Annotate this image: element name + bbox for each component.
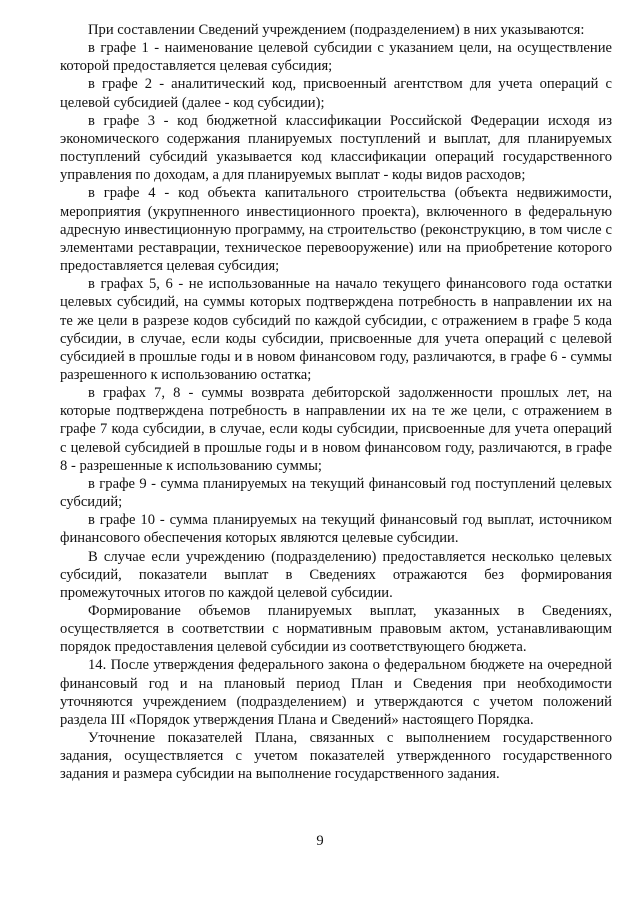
paragraph-column-1: в графе 1 - наименование целевой субсидии с указанием цели, на осуществление которой предоставляется целевая субсидия; <box>60 40 612 75</box>
page-number: 9 <box>316 833 324 849</box>
paragraph-column-4: в графе 4 - код объекта капитального строительства (объекта недвижимости, мероприятия (укрупненного инвестиционного проекта), включенного в федеральную адресную инвестиционную программу, на строительство (реконструкцию, в том числе с элементами реставрации, техническое перевооружение) или на приобретение которого предоставляется целевая субсидия; <box>60 185 612 275</box>
paragraph-multiple-subsidies: В случае если учреждению (подразделению) предоставляется несколько целевых субсидий, показатели выплат в Сведениях отражаются без формирования промежуточных итогов по каждой целевой субсидии. <box>60 548 612 601</box>
paragraph-intro: При составлении Сведений учреждением (подразделением) в них указываются: <box>88 22 585 38</box>
body-text <box>60 21 612 784</box>
paragraph-columns-7-8: в графах 7, 8 - суммы возврата дебиторской задолженности прошлых лет, на которые подтверждена потребность в направлении их на те же цели, с отражением в графе 7 кода субсидии, в случае, если коды субсидии, присвоенные для учета операций с целевой субсидией в прошлые годы и в новом финансовом году, различаются, в графе 8 - разрешенные к использованию суммы; <box>60 385 612 474</box>
paragraph-payment-volumes: Формирование объемов планируемых выплат, указанных в Сведениях, осуществляется в соответствии с нормативным правовым актом, устанавливающим порядок предоставления целевой субсидии из соответствующего бюджета. <box>60 603 612 656</box>
paragraph-column-3: в графе 3 - код бюджетной классификации Российской Федерации исходя из экономического содержания планируемых поступлений и выплат, для планируемых поступлений субсидий указывается код классификации операций государственного управления по доходам, а для планируемых выплат - коды видов расходов; <box>60 112 612 184</box>
paragraph-columns-5-6: в графах 5, 6 - не использованные на начало текущего финансового года остатки целевых субсидий, на суммы которых подтверждена потребность в направлении их на те же цели в разрезе кодов субсидий по каждой субсидии, с отражением в графе 5 кода субсидии, в случае, если коды субсидии, присвоенные для учета операций с целевой субсидией в прошлые годы и в новом финансовом году, различаются, в графе 6 - суммы разрешенного к использованию остатка; <box>60 276 612 383</box>
paragraph-column-10: в графе 10 - сумма планируемых на текущий финансовый год выплат, источником финансового обеспечения которых являются целевые субсидии. <box>60 512 612 547</box>
paragraph-item-14: 14. После утверждения федерального закона о федеральном бюджете на очередной финансовый год и на плановый период План и Сведения при необходимости уточняются учреждением (подразделением) и утверждаются с учетом положений раздела III «Порядок утверждения Плана и Сведений» настоящего Порядка. <box>60 657 612 728</box>
paragraph-column-9: в графе 9 - сумма планируемых на текущий финансовый год поступлений целевых субсидий; <box>60 475 612 511</box>
paragraph-column-2: в графе 2 - аналитический код, присвоенный агентством для учета операций с целевой субсидией (далее - код субсидии); <box>60 76 612 111</box>
paragraph-plan-refinement: Уточнение показателей Плана, связанных с выполнением государственного задания, осуществляется с учетом показателей утвержденного государственного задания и размера субсидии на выполнение государственного задания. <box>60 730 612 783</box>
